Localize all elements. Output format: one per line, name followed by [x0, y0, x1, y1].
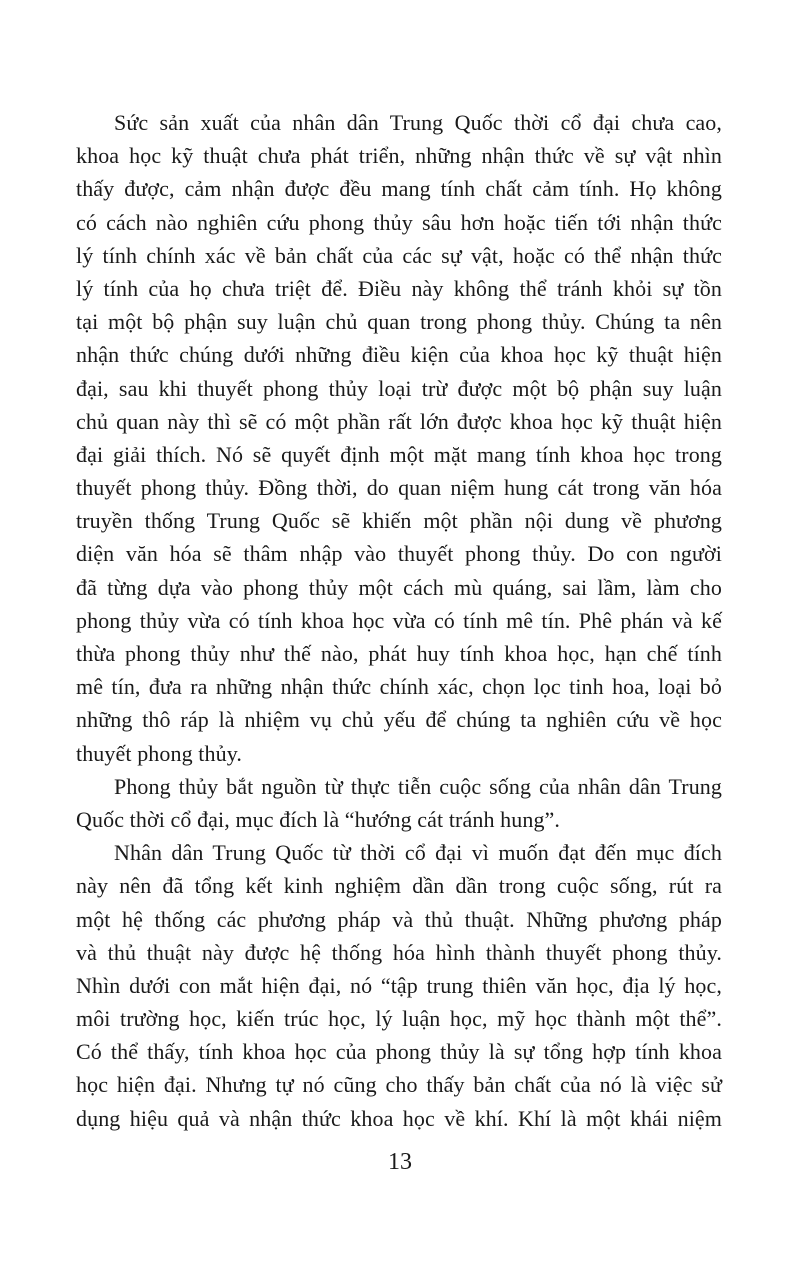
text-line: môi trường học, kiến trúc học, lý luận học, mỹ học thành một thể”. [76, 1006, 722, 1032]
text-line: Quốc thời cổ đại, mục đích là “hướng cát tránh hung”. [76, 806, 561, 832]
text-line: này nên đã tổng kết kinh nghiệm dần dần trong cuộc sống, rút ra [76, 873, 722, 899]
text-line: đại giải thích. Nó sẽ quyết định một mặt mang tính khoa học trong [76, 441, 722, 467]
text-line: lý tính của họ chưa triệt để. Điều này không thể tránh khỏi sự tồn [76, 275, 722, 301]
text-line: những thô ráp là nhiệm vụ chủ yếu để chúng ta nghiên cứu về học [76, 707, 722, 733]
text-line: thuyết phong thủy. Đồng thời, do quan niệm hung cát trong văn hóa [76, 475, 722, 501]
text-line: tại một bộ phận suy luận chủ quan trong phong thủy. Chúng ta nên [76, 309, 722, 335]
text-line: thuyết phong thủy. [76, 740, 242, 766]
page-number: 13 [388, 1149, 412, 1175]
text-line: Sức sản xuất của nhân dân Trung Quốc thời cổ đại chưa cao, [114, 110, 722, 135]
text-line: chủ quan này thì sẽ có một phần rất lớn được khoa học kỹ thuật hiện [76, 408, 722, 434]
text-line: một hệ thống các phương pháp và thủ thuật. Những phương pháp [76, 906, 722, 932]
text-line: truyền thống Trung Quốc sẽ khiến một phần nội dung về phương [76, 508, 722, 534]
text-line: mê tín, đưa ra những nhận thức chính xác, chọn lọc tinh hoa, loại bỏ [76, 674, 722, 700]
text-line: có cách nào nghiên cứu phong thủy sâu hơn hoặc tiến tới nhận thức [76, 209, 722, 235]
text-line: Nhìn dưới con mắt hiện đại, nó “tập trung thiên văn học, địa lý học, [76, 972, 722, 998]
text-line: học hiện đại. Nhưng tự nó cũng cho thấy bản chất của nó là việc sử [76, 1072, 722, 1098]
text-line: thấy được, cảm nhận được đều mang tính chất cảm tính. Họ không [76, 176, 722, 202]
text-line: Có thể thấy, tính khoa học của phong thủy là sự tổng hợp tính khoa [76, 1039, 722, 1065]
text-line: dụng hiệu quả và nhận thức khoa học về khí. Khí là một khái niệm [76, 1105, 722, 1131]
text-line: lý tính chính xác về bản chất của các sự vật, hoặc có thể nhận thức [76, 242, 722, 268]
body-text [76, 106, 722, 1135]
text-line: phong thủy vừa có tính khoa học vừa có tính mê tín. Phê phán và kế [76, 607, 722, 633]
text-line: đã từng dựa vào phong thủy một cách mù quáng, sai lầm, làm cho [76, 574, 722, 600]
text-line: nhận thức chúng dưới những điều kiện của khoa học kỹ thuật hiện [76, 342, 722, 368]
text-line: Phong thủy bắt nguồn từ thực tiễn cuộc sống của nhân dân Trung [114, 773, 722, 799]
text-line: thừa phong thủy như thế nào, phát huy tính khoa học, hạn chế tính [76, 641, 722, 666]
text-line: đại, sau khi thuyết phong thủy loại trừ được một bộ phận suy luận [76, 375, 722, 401]
text-line: diện văn hóa sẽ thâm nhập vào thuyết phong thủy. Do con người [76, 541, 722, 567]
text-line: Nhân dân Trung Quốc từ thời cổ đại vì muốn đạt đến mục đích [114, 840, 722, 866]
text-line: và thủ thuật này được hệ thống hóa hình thành thuyết phong thủy. [76, 939, 722, 965]
text-line: khoa học kỹ thuật chưa phát triển, những nhận thức về sự vật nhìn [76, 143, 722, 169]
